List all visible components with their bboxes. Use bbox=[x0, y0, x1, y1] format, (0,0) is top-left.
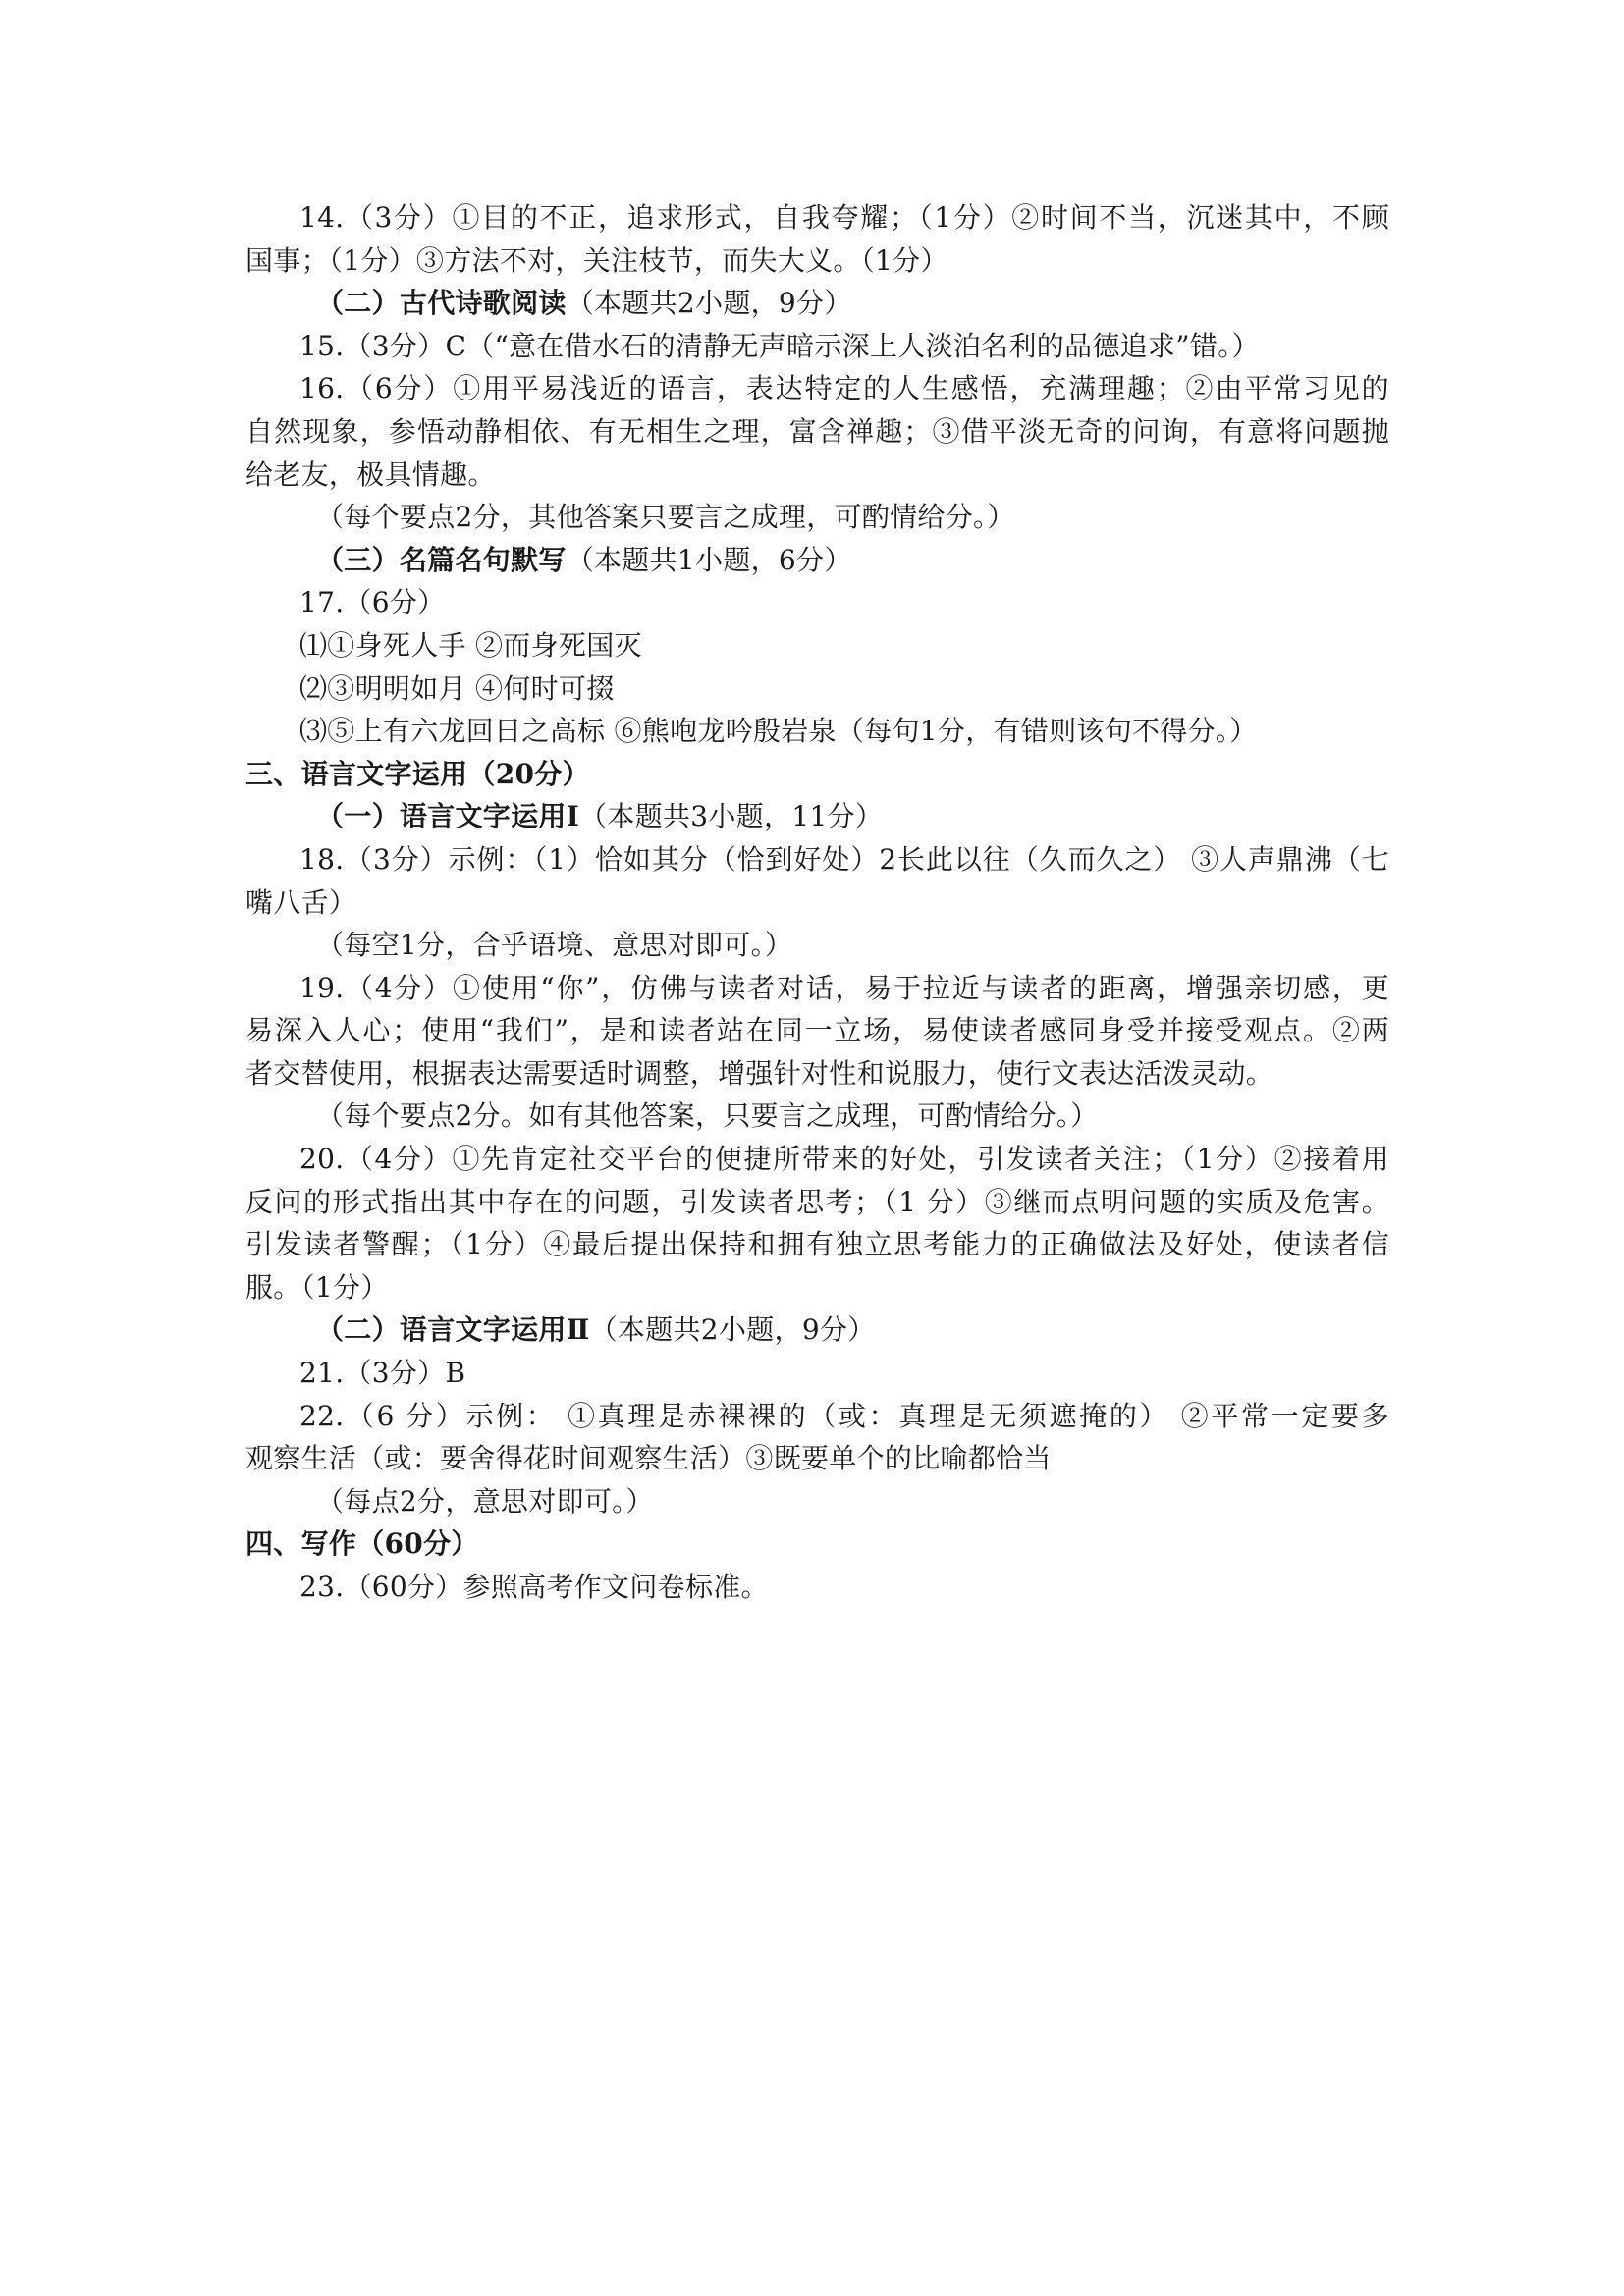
q22-scoring-note: （每点2分，意思对即可。） bbox=[316, 1484, 654, 1518]
q16-line-3: 给老友，极具情趣。 bbox=[245, 457, 496, 491]
q23-line: 23.（60分）参照高考作文问卷标准。 bbox=[299, 1571, 769, 1603]
q22-line-2: 观察生活（或：要舍得花时间观察生活）③既要单个的比喻都恰当 bbox=[245, 1442, 1052, 1475]
q16-scoring-note: （每个要点2分，其他答案只要言之成理，可酌情给分。） bbox=[316, 501, 1015, 534]
q17-line: 17.（6分） bbox=[299, 586, 446, 619]
subsection-title: （二）语言文字运用Ⅱ bbox=[316, 1313, 590, 1347]
q20-line-3: 引发读者警醒；（1分）④最后提出保持和拥有独立思考能力的正确做法及好处，使读者信 bbox=[245, 1228, 1389, 1261]
q19-line-1: 19.（4分）①使用“你”，仿佛与读者对话，易于拉近与读者的距离，增强亲切感，更 bbox=[299, 971, 1389, 1004]
subsection-note: （本题共2小题，9分） bbox=[589, 1313, 876, 1347]
q22-line-1: 22.（6 分）示例： ①真理是赤裸裸的（或：真理是无须遮掩的） ②平常一定要多 bbox=[299, 1399, 1389, 1432]
q17-item-3: ⑶⑤上有六龙回日之高标 ⑥熊咆龙吟殷岩泉（每句1分，有错则该句不得分。） bbox=[299, 715, 1258, 748]
section-heading-language: 三、语言文字运用（20分） bbox=[245, 757, 590, 790]
q14-line-1: 14.（3分）①目的不正，追求形式，自我夸耀；（1分）②时间不当，沉迷其中，不顾 bbox=[299, 201, 1389, 234]
q21-line: 21.（3分）B bbox=[299, 1357, 466, 1390]
q18-scoring-note: （每空1分，合乎语境、意思对即可。） bbox=[316, 929, 793, 962]
q20-line-1: 20.（4分）①先肯定社交平台的便捷所带来的好处，引发读者关注；（1分）②接着用 bbox=[299, 1143, 1389, 1176]
subsection-heading-poetry bbox=[245, 282, 1389, 325]
section-heading-writing: 四、写作（60分） bbox=[245, 1527, 479, 1561]
q17-item-2: ⑵③明明如月 ④何时可掇 bbox=[299, 671, 615, 705]
q20-line-4: 服。（1分） bbox=[245, 1270, 389, 1304]
q19-line-2: 易深入人心；使用“我们”，是和读者站在同一立场，易使读者感同身受并接受观点。②两 bbox=[245, 1014, 1389, 1047]
q14-line-2: 国事；（1分）③方法不对，关注枝节，而失大义。（1分） bbox=[245, 243, 948, 277]
q18-line-2: 嘴八舌） bbox=[245, 885, 357, 919]
answer-key-document bbox=[245, 196, 1389, 1609]
q16-line-1: 16.（6分）①用平易浅近的语言，表达特定的人生感悟，充满理趣；②由平常习见的 bbox=[299, 372, 1389, 405]
q17-item-1: ⑴①身死人手 ②而身死国灭 bbox=[299, 628, 642, 662]
q18-line-1: 18.（3分）示例：（1）恰如其分（恰到好处）2长此以往（久而久之） ③人声鼎沸（七 bbox=[299, 842, 1389, 876]
q19-line-3: 者交替使用，根据表达需要适时调整，增强针对性和说服力，使行文表达活泼灵动。 bbox=[245, 1056, 1274, 1090]
subsection-note: （本题共2小题，9分） bbox=[566, 287, 852, 320]
q20-line-2: 反问的形式指出其中存在的问题，引发读者思考；（1 分）③继而点明问题的实质及危害。 bbox=[245, 1185, 1389, 1218]
q15-line: 15.（3分）C（“意在借水石的清静无声暗示深上人淡泊名利的品德追求”错。） bbox=[299, 329, 1260, 362]
subsection-note: （本题共1小题，6分） bbox=[566, 543, 852, 576]
subsection-title: （一）语言文字运用Ⅰ bbox=[316, 800, 580, 833]
subsection-heading-language-2 bbox=[245, 1308, 1389, 1352]
subsection-heading-language-1 bbox=[245, 795, 1389, 838]
subsection-heading-recitation bbox=[245, 539, 1389, 582]
q16-line-2: 自然现象，参悟动静相依、有无相生之理，富含禅趣；③借平淡无奇的问询，有意将问题抛 bbox=[245, 414, 1389, 448]
subsection-note: （本题共3小题，11分） bbox=[579, 800, 884, 833]
q19-scoring-note: （每个要点2分。如有其他答案，只要言之成理，可酌情给分。） bbox=[316, 1099, 1099, 1133]
subsection-title: （三）名篇名句默写 bbox=[316, 543, 567, 576]
subsection-title: （二）古代诗歌阅读 bbox=[316, 287, 567, 320]
